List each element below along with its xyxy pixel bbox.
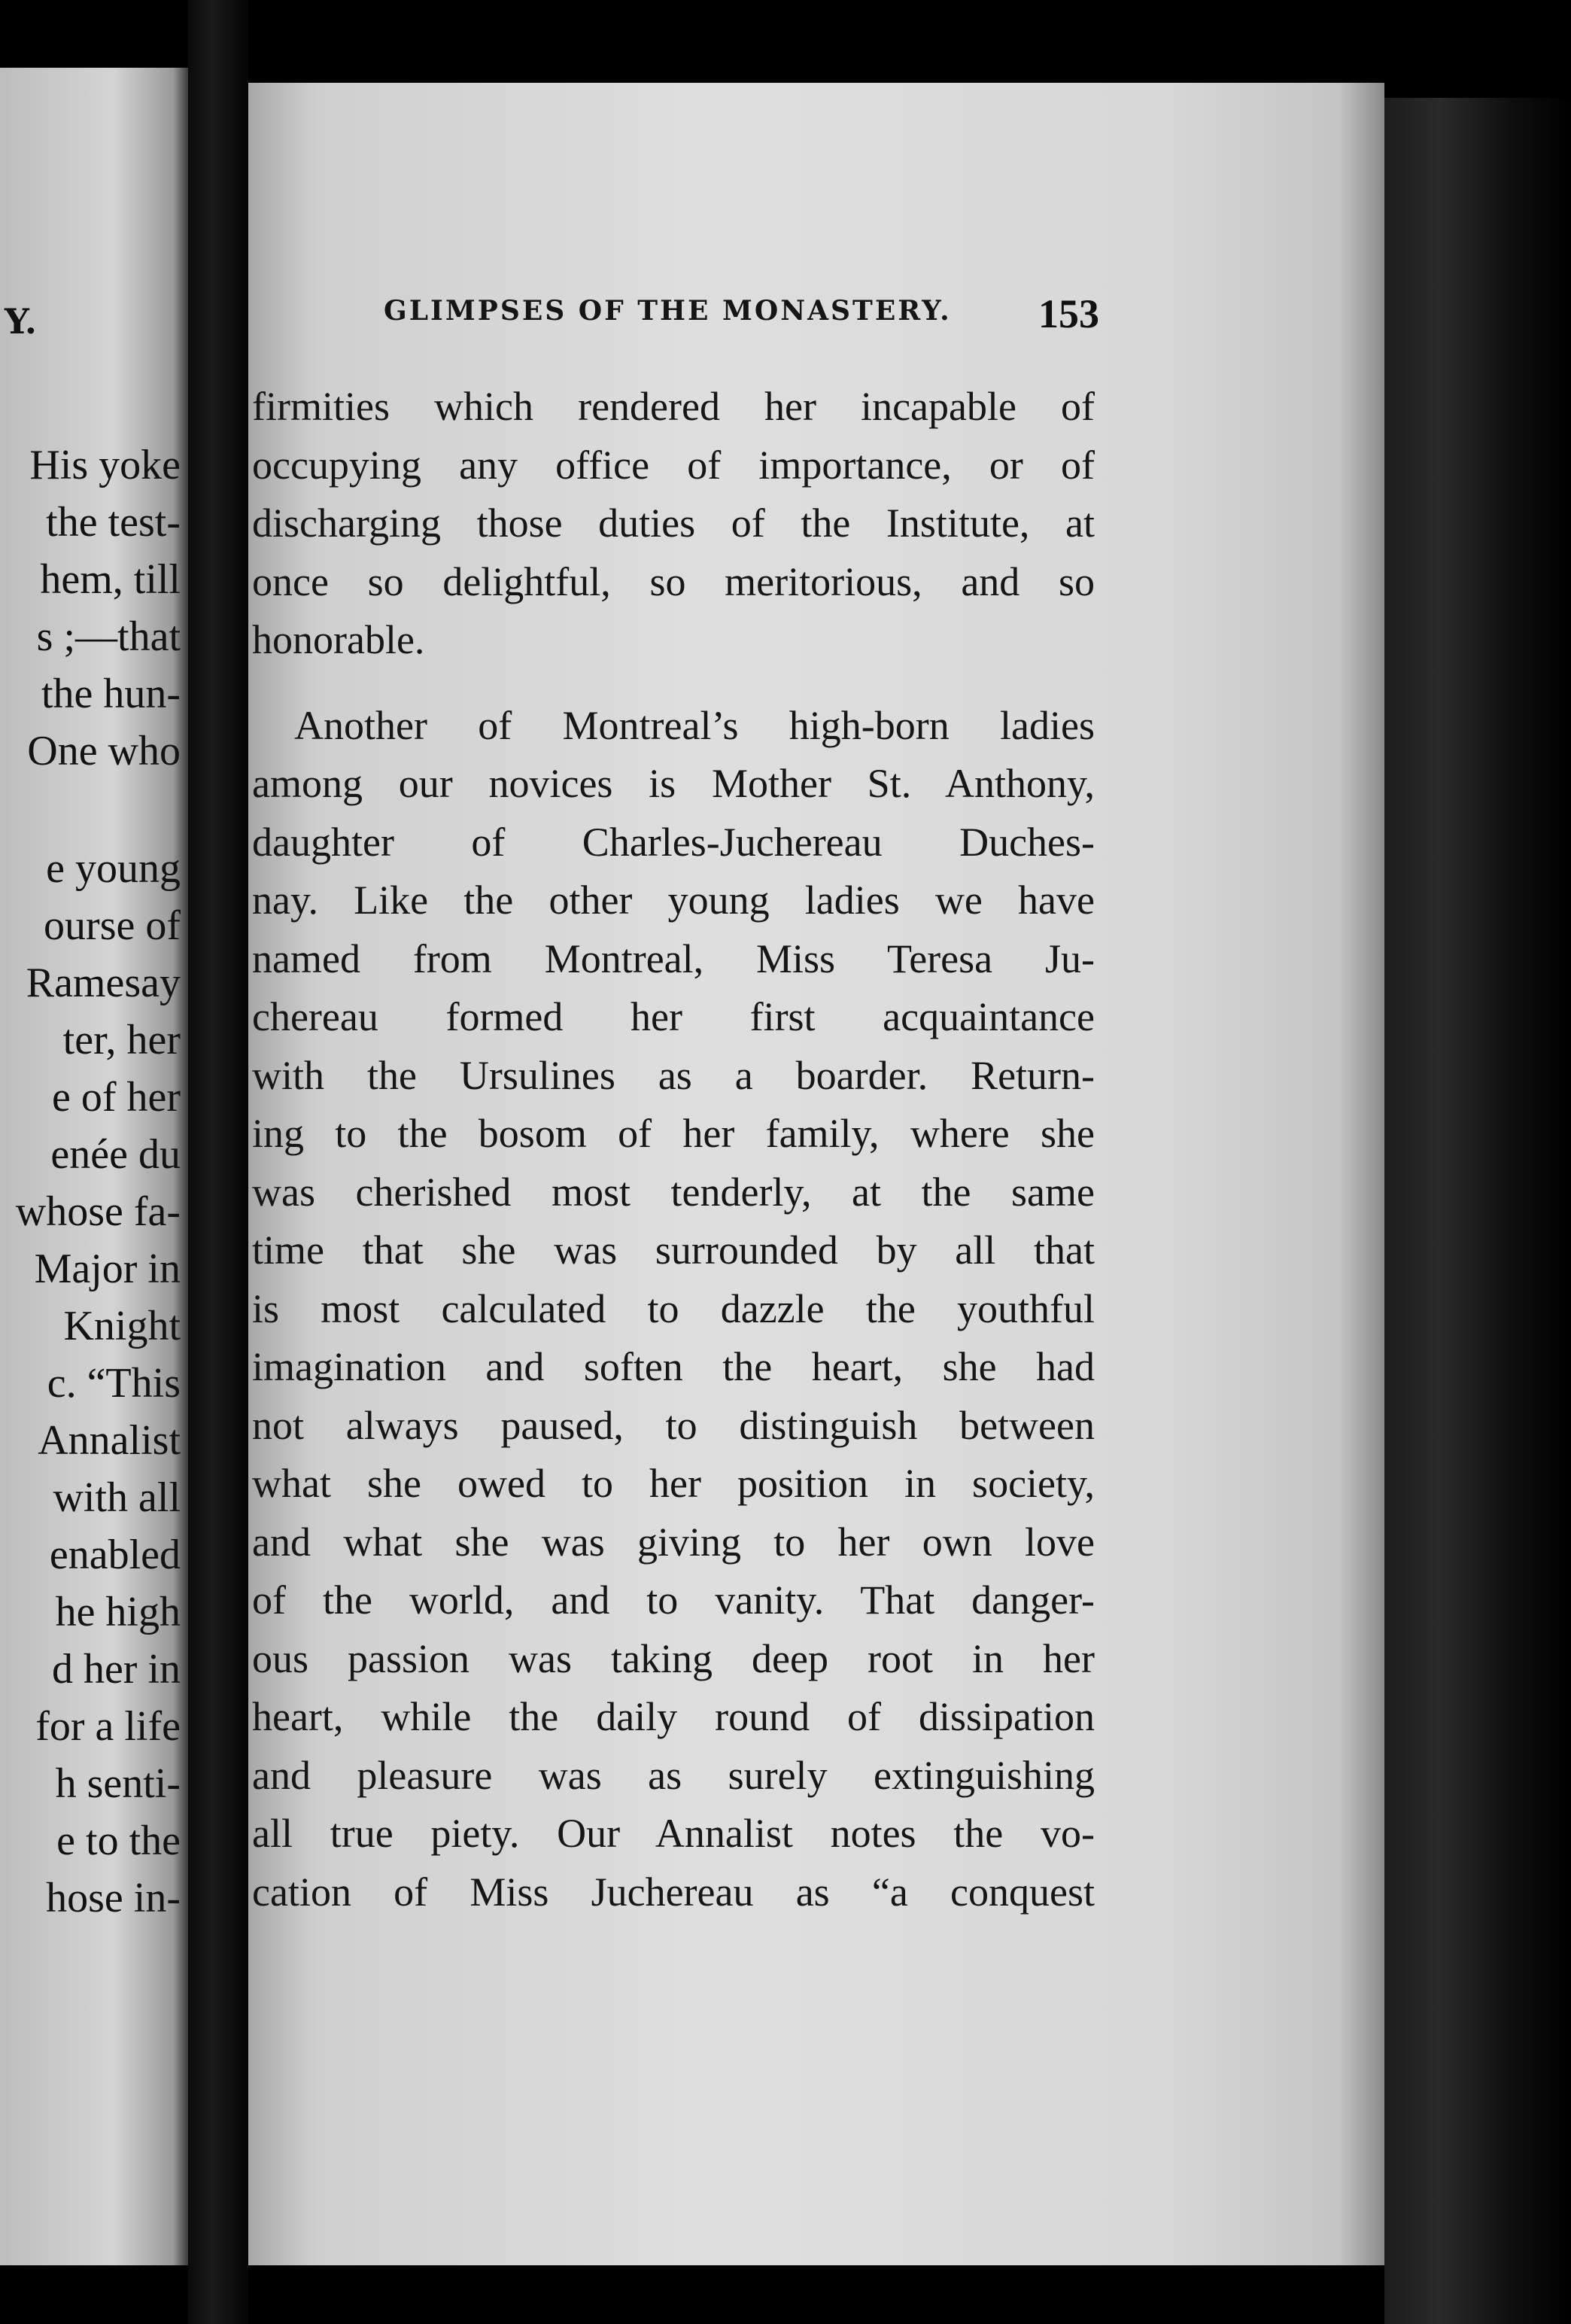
- left-line: e young: [46, 845, 181, 892]
- left-line: h senti-: [55, 1760, 181, 1807]
- left-line: enabled: [49, 1532, 181, 1578]
- text-line: was cherished most tenderly, at the same: [252, 1169, 1095, 1215]
- left-page-text: [0, 437, 181, 1927]
- left-line: c. “This: [47, 1360, 181, 1407]
- text-line: daughter of Charles-Juchereau Duches-: [252, 819, 1095, 865]
- left-line: for a life: [35, 1703, 181, 1750]
- left-line: whose fa-: [15, 1188, 181, 1235]
- text-line: chereau formed her first acquaintance: [252, 994, 1095, 1039]
- text-line: ous passion was taking deep root in her: [252, 1635, 1095, 1681]
- text-line: ing to the bosom of her family, where she: [252, 1111, 1095, 1156]
- text-line: discharging those duties of the Institute, at: [252, 500, 1095, 546]
- book-gutter: [188, 0, 248, 2324]
- left-line: e to the: [56, 1818, 181, 1864]
- left-line: hem, till: [40, 556, 181, 603]
- left-line: enée du: [50, 1131, 181, 1178]
- left-line: ourse of: [44, 902, 181, 949]
- page-edge-shadow: [1384, 98, 1571, 2324]
- left-line: he high: [55, 1589, 181, 1635]
- left-line: Ramesay: [26, 960, 181, 1006]
- left-line: Annalist: [38, 1417, 181, 1464]
- text-line: Another of Montreal’s high-born ladies: [294, 702, 1095, 748]
- left-line-gap: [0, 780, 181, 840]
- left-line: Major in: [34, 1246, 181, 1292]
- text-line: firmities which rendered her incapable of: [252, 384, 1095, 429]
- running-head: GLIMPSES OF THE MONASTERY.: [384, 295, 952, 327]
- left-line: hose in-: [46, 1875, 181, 1921]
- left-line: Knight: [63, 1303, 181, 1349]
- text-line: named from Montreal, Miss Teresa Ju-: [252, 935, 1095, 981]
- text-line: honorable.: [252, 617, 425, 662]
- text-line: with the Ursulines as a boarder. Return-: [252, 1052, 1095, 1098]
- text-line: heart, while the daily round of dissipation: [252, 1694, 1095, 1739]
- left-line: One who: [27, 728, 181, 774]
- text-line: once so delightful, so meritorious, and so: [252, 558, 1095, 604]
- text-line: time that she was surrounded by all that: [252, 1227, 1095, 1273]
- left-line: d her in: [51, 1646, 181, 1693]
- text-line: of the world, and to vanity. That danger-: [252, 1577, 1095, 1623]
- text-line: imagination and soften the heart, she had: [252, 1344, 1095, 1389]
- body-text: [252, 378, 1095, 1921]
- text-line: is most calculated to dazzle the youthful: [252, 1285, 1095, 1331]
- left-line: e of her: [51, 1074, 181, 1121]
- left-line: with all: [53, 1474, 181, 1521]
- text-line: and pleasure was as surely extinguishing: [252, 1752, 1095, 1798]
- left-line: s ;—that: [36, 613, 181, 660]
- text-line: among our novices is Mother St. Anthony,: [252, 761, 1095, 806]
- left-page-header-fragment: Y.: [5, 301, 37, 342]
- left-line: ter, her: [62, 1017, 181, 1063]
- text-line: occupying any office of importance, or of: [252, 442, 1095, 488]
- left-facing-page: [0, 68, 188, 2265]
- text-line: and what she was giving to her own love: [252, 1519, 1095, 1565]
- left-line: the test-: [46, 499, 181, 546]
- paragraph-gap: [252, 670, 1095, 697]
- text-line: not always paused, to distinguish between: [252, 1402, 1095, 1448]
- text-line: cation of Miss Juchereau as “a conquest: [252, 1869, 1095, 1915]
- left-line: His yoke: [29, 442, 181, 488]
- page-number: 153: [1038, 291, 1099, 336]
- left-line: the hun-: [41, 671, 181, 717]
- text-line: what she owed to her position in society,: [252, 1461, 1095, 1506]
- text-line: nay. Like the other young ladies we have: [252, 878, 1095, 923]
- text-line: all true piety. Our Annalist notes the vo-: [252, 1811, 1095, 1856]
